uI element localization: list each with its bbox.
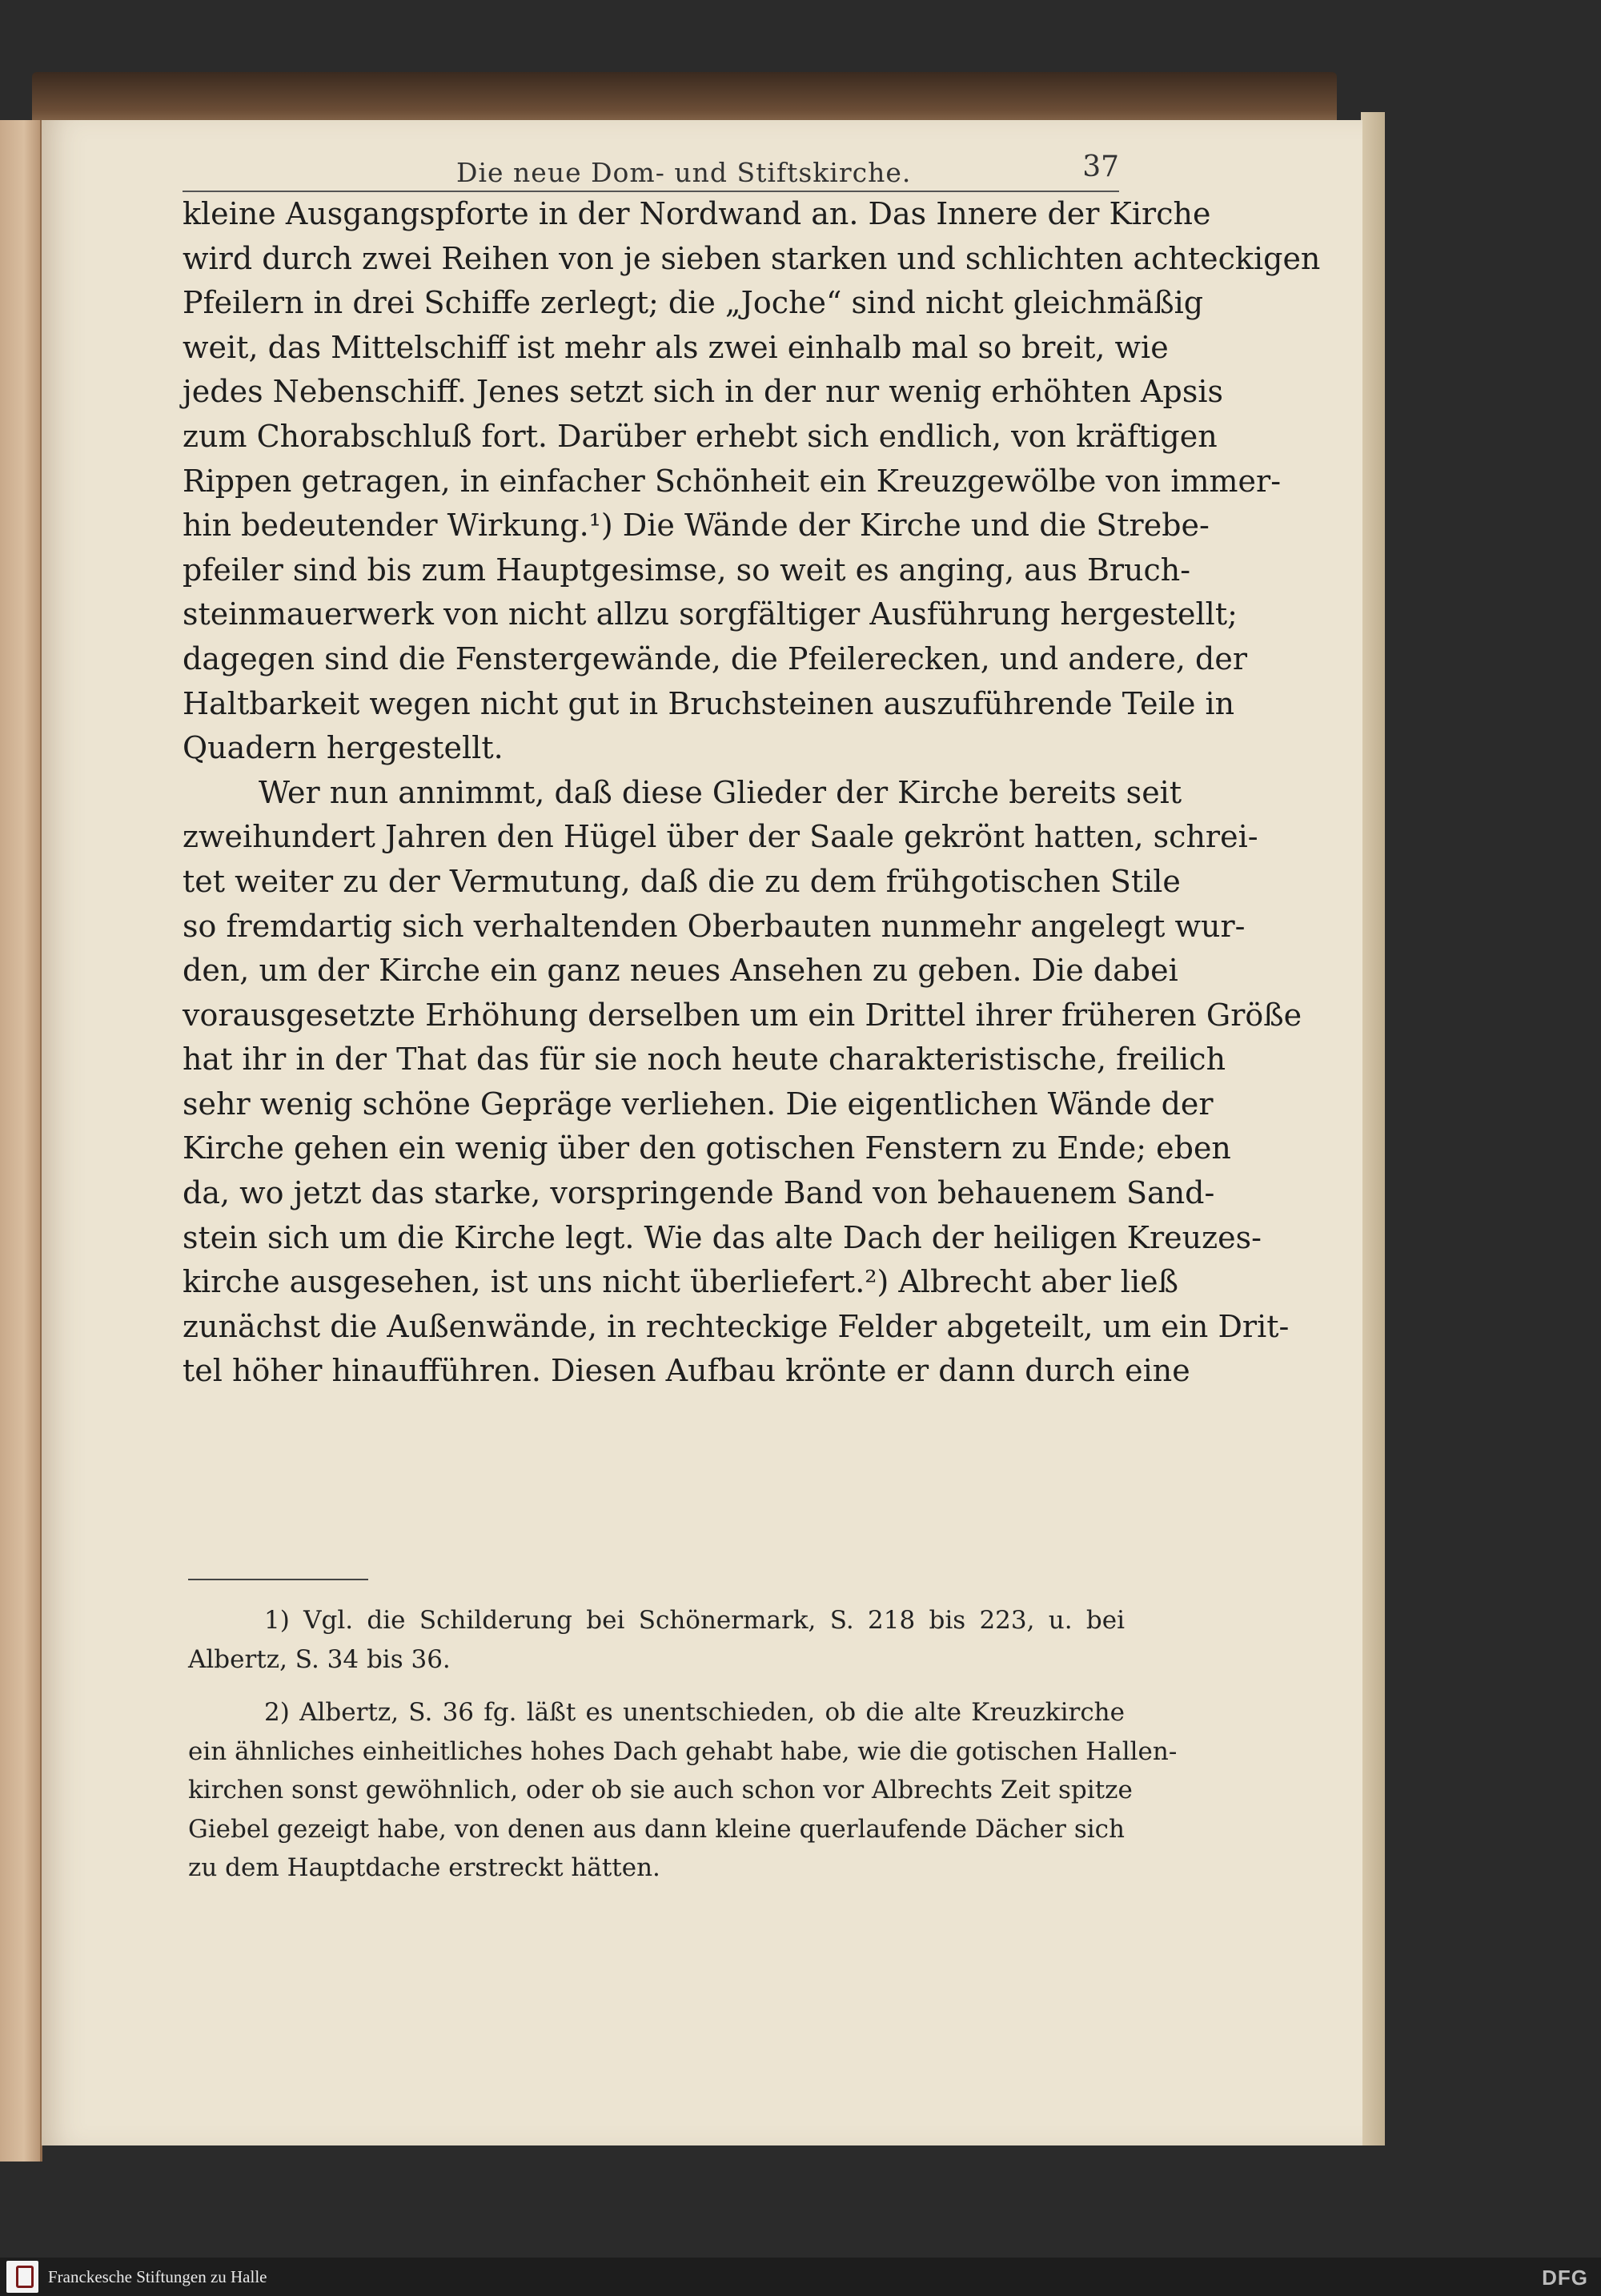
text-line: pfeiler sind bis zum Hauptgesimse, so weit es anging, aus Bruch- [183,552,1191,588]
institution-name: Franckesche Stiftungen zu Halle [48,2267,267,2286]
text-line: tet weiter zu der Vermutung, daß die zu dem frühgotischen Stile [183,863,1181,899]
text-line: sehr wenig schöne Gepräge verliehen. Die eigentlichen Wände der [183,1086,1214,1122]
text-line: steinmauerwerk von nicht allzu sorgfältiger Ausführung hergestellt; [183,596,1238,632]
text-line: wird durch zwei Reihen von je sieben starken und schlichten achteckigen [183,240,1321,276]
text-line: Rippen getragen, in einfacher Schönheit ein Kreuzgewölbe von immer- [183,463,1282,499]
footnote-line: 1) Vgl. die Schilderung bei Schönermark, S. 218 bis 223, u. bei [264,1606,1125,1635]
previous-page-edge [0,120,42,2162]
text-line: vorausgesetzte Erhöhung derselben um ein Drittel ihrer früheren Größe [183,997,1302,1033]
footnote-line: kirchen sonst gewöhnlich, oder ob sie auch schon vor Albrechts Zeit spitze [188,1776,1133,1804]
text-line: Wer nun annimmt, daß diese Glieder der Kirche bereits seit [259,774,1182,810]
text-line: dagegen sind die Fenstergewände, die Pfeilerecken, und andere, der [183,640,1247,676]
text-line: jedes Nebenschiff. Jenes setzt sich in der nur wenig erhöhten Apsis [183,374,1223,410]
page-stack-edge [1361,112,1385,2145]
running-title: Die neue Dom- und Stiftskirche. [456,157,912,188]
text-line: kleine Ausgangspforte in der Nordwand an. Das Innere der Kirche [183,196,1211,231]
text-line: Quadern hergestellt. [183,730,504,766]
footnote-line: zu dem Hauptdache erstreckt hätten. [188,1853,660,1882]
footnote-1 [188,1601,1125,1679]
footnote-2 [188,1693,1178,1888]
footnote-line: 2) Albertz, S. 36 fg. läßt es unentschieden, ob die alte Kreuzkirche [264,1698,1125,1727]
text-line: hat ihr in der That das für sie noch heute charakteristische, freilich [183,1042,1226,1078]
text-line: tel höher hinaufführen. Diesen Aufbau krönte er dann durch eine [183,1353,1190,1389]
main-text [183,192,1321,1394]
footnote-line: ein ähnliches einheitliches hohes Dach gehabt habe, wie die gotischen Hallen- [188,1736,1178,1766]
footnote-line: Giebel gezeigt habe, von denen aus dann kleine querlaufende Dächer sich [188,1814,1125,1844]
text-line: stein sich um die Kirche legt. Wie das alte Dach der heiligen Kreuzes- [183,1219,1262,1255]
text-line: Haltbarkeit wegen nicht gut in Bruchsteinen auszuführende Teile in [183,685,1235,721]
text-line: zunächst die Außenwände, in rechteckige Felder abgeteilt, um ein Drit- [183,1308,1290,1344]
text-line: Pfeilern in drei Schiffe zerlegt; die „Joche“ sind nicht gleichmäßig [183,285,1204,321]
institution-logo-icon [6,2261,38,2293]
text-line: zweihundert Jahren den Hügel über der Saale gekrönt hatten, schrei- [183,819,1258,855]
footnotes [188,1601,1178,1902]
dfg-logo: DFG [1542,2266,1588,2290]
text-line: weit, das Mittelschiff ist mehr als zwei einhalb mal so breit, wie [183,329,1169,365]
footnote-rule [188,1579,368,1580]
text-line: da, wo jetzt das starke, vorspringende Band von behauenem Sand- [183,1175,1215,1211]
text-line: den, um der Kirche ein ganz neues Ansehen zu geben. Die dabei [183,953,1178,989]
text-line: Kirche gehen ein wenig über den gotischen Fenstern zu Ende; eben [183,1130,1231,1166]
text-line: so fremdartig sich verhaltenden Oberbauten nunmehr angelegt wur- [183,908,1246,944]
text-line: kirche ausgesehen, ist uns nicht überliefert.²) Albrecht aber ließ [183,1264,1178,1300]
page-number: 37 [1082,151,1119,183]
text-line: zum Chorabschluß fort. Darüber erhebt sich endlich, von kräftigen [183,418,1218,454]
footnote-line: Albertz, S. 34 bis 36. [188,1644,451,1674]
running-header [183,151,1119,192]
viewer-footer-bar [0,2258,1601,2296]
text-line: hin bedeutender Wirkung.¹) Die Wände der Kirche und die Strebe- [183,508,1210,544]
